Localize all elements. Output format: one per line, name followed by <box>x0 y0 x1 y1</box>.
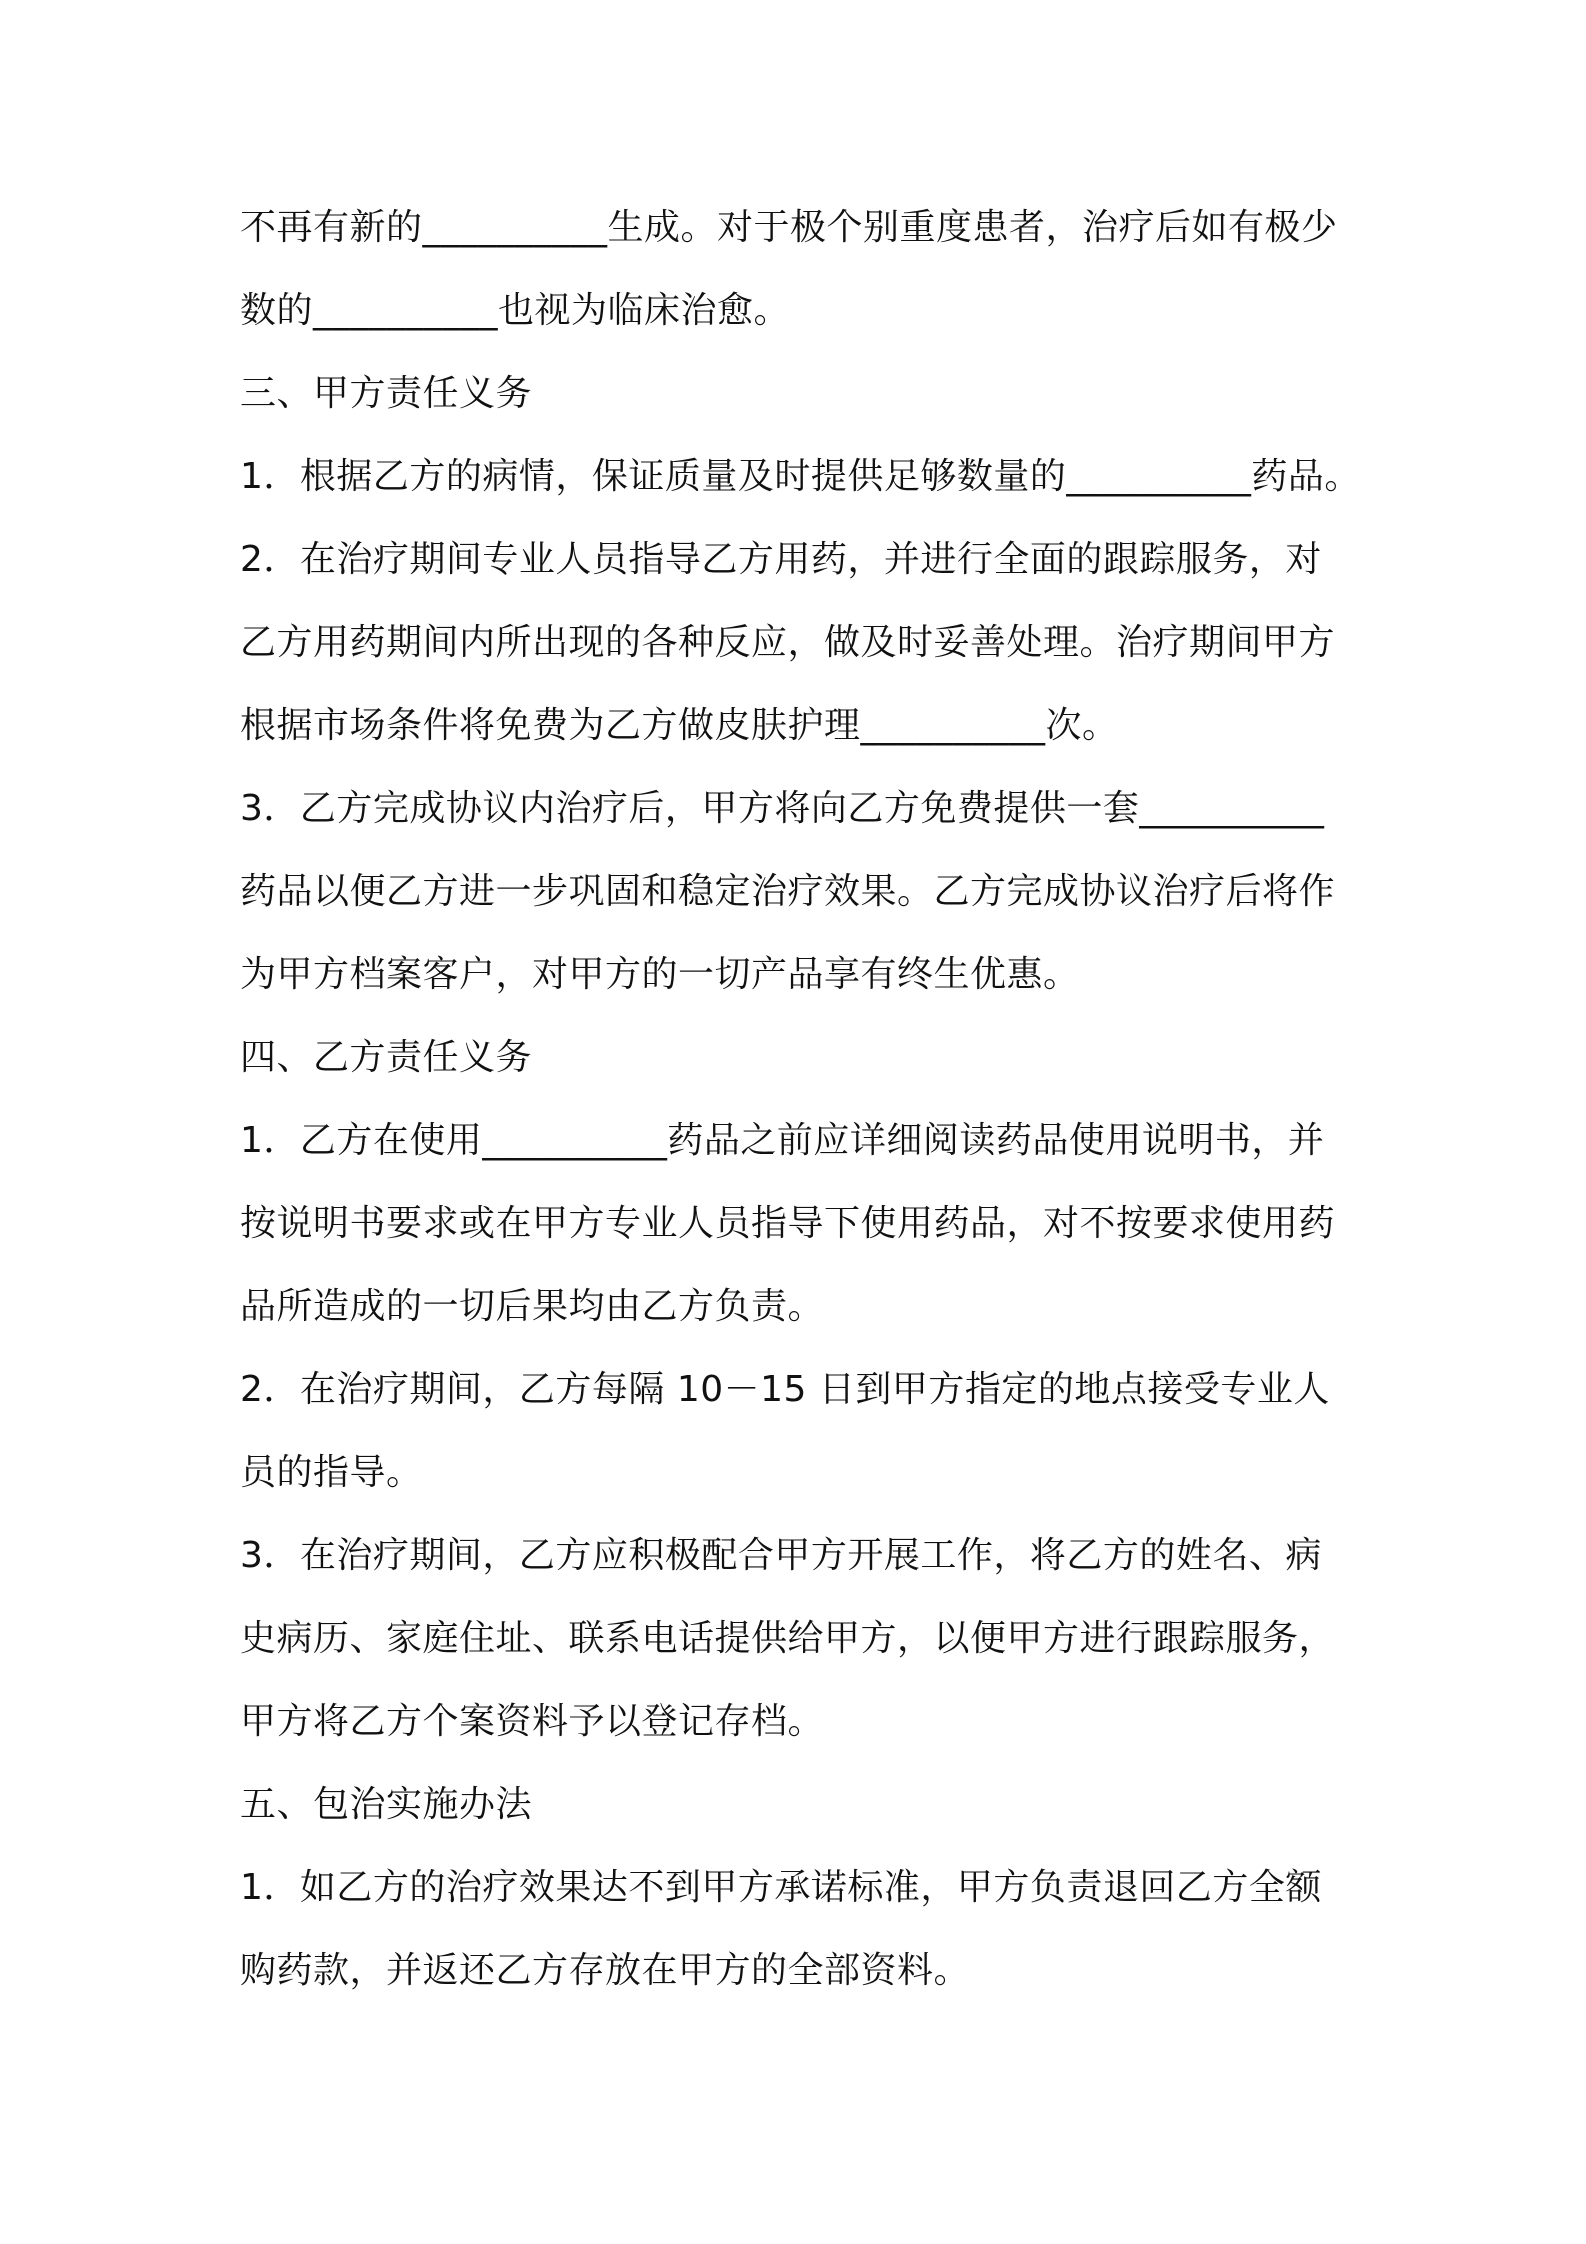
text-line: 2．在治疗期间，乙方每隔 10－15 日到甲方指定的地点接受专业人 <box>240 1369 1330 1410</box>
text-line: 3．在治疗期间，乙方应积极配合甲方开展工作，将乙方的姓名、病 <box>240 1535 1322 1576</box>
text-line: 员的指导。 <box>240 1452 423 1493</box>
text-line: 品所造成的一切后果均由乙方负责。 <box>240 1286 825 1327</box>
text-line: 为甲方档案客户，对甲方的一切产品享有终生优惠。 <box>240 954 1080 995</box>
text-line: 史病历、家庭住址、联系电话提供给甲方，以便甲方进行跟踪服务， <box>240 1618 1336 1659</box>
section-heading: 四、乙方责任义务 <box>240 1037 533 1078</box>
text-line: 不再有新的__________生成。对于极个别重度患者，治疗后如有极少 <box>240 207 1338 248</box>
text-line: 3．乙方完成协议内治疗后，甲方将向乙方免费提供一套__________ <box>240 788 1325 829</box>
text-line: 药品以便乙方进一步巩固和稳定治疗效果。乙方完成协议治疗后将作 <box>240 871 1336 912</box>
text-line: 乙方用药期间内所出现的各种反应，做及时妥善处理。治疗期间甲方 <box>240 622 1336 663</box>
text-line: 1．如乙方的治疗效果达不到甲方承诺标准，甲方负责退回乙方全额 <box>240 1867 1322 1908</box>
text-line: 1．乙方在使用__________药品之前应详细阅读药品使用说明书，并 <box>240 1120 1325 1161</box>
text-line: 数的__________也视为临床治愈。 <box>240 290 791 331</box>
text-line: 1．根据乙方的病情，保证质量及时提供足够数量的__________药品。 <box>240 456 1361 497</box>
text-line: 2．在治疗期间专业人员指导乙方用药，并进行全面的跟踪服务，对 <box>240 539 1322 580</box>
section-heading: 五、包治实施办法 <box>240 1784 533 1825</box>
text-line: 购药款，并返还乙方存放在甲方的全部资料。 <box>240 1950 971 1991</box>
text-line: 根据市场条件将免费为乙方做皮肤护理__________次。 <box>240 705 1119 746</box>
section-heading: 三、甲方责任义务 <box>240 373 533 414</box>
text-line: 按说明书要求或在甲方专业人员指导下使用药品，对不按要求使用药 <box>240 1203 1336 1244</box>
text-line: 甲方将乙方个案资料予以登记存档。 <box>240 1701 825 1742</box>
